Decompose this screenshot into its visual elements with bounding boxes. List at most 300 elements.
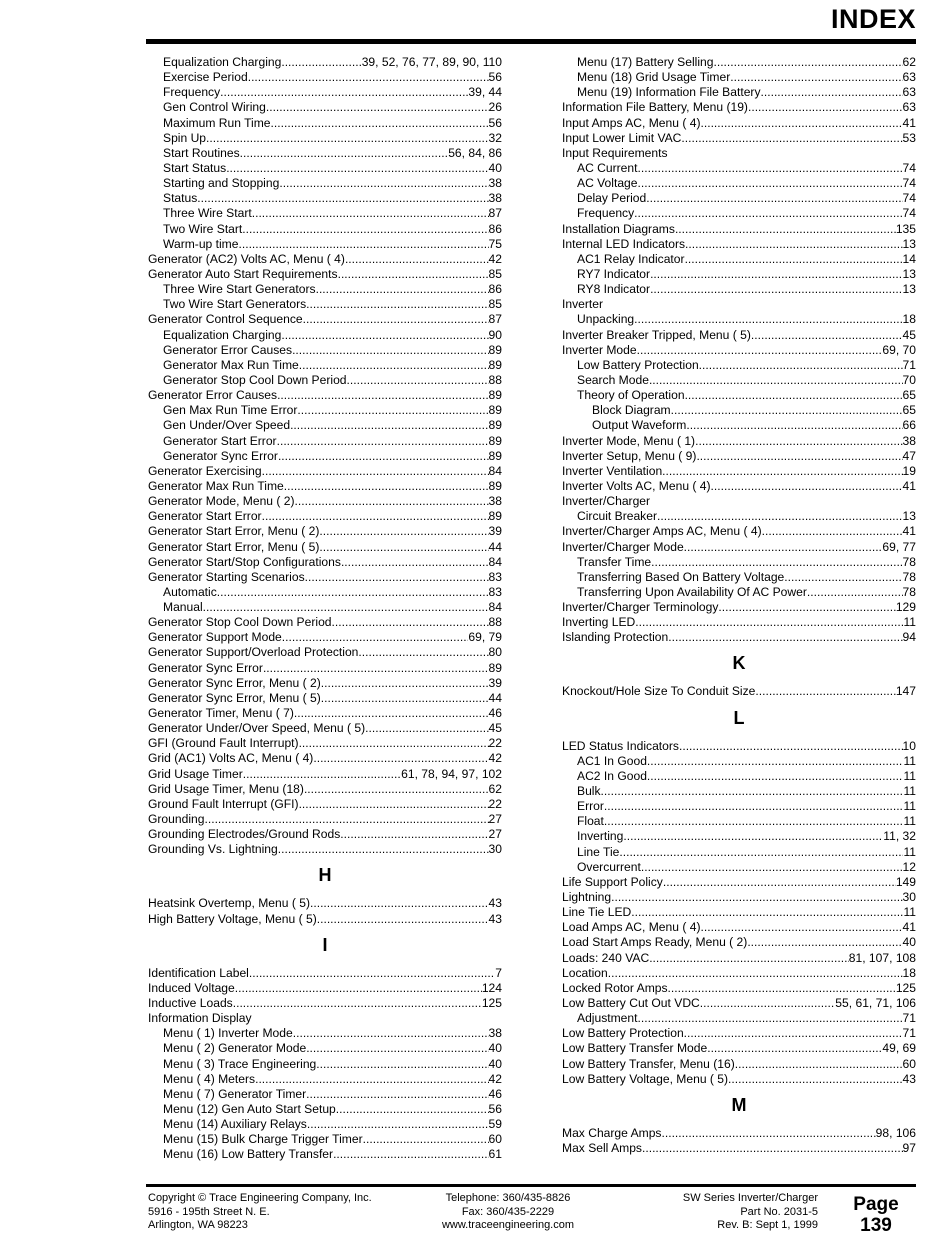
- dot-leader: [675, 222, 896, 237]
- index-entry: [562, 996, 916, 1011]
- index-entry-term: Generator Max Run Time: [148, 478, 284, 493]
- index-entry: [562, 630, 916, 645]
- index-entry: [562, 845, 916, 860]
- index-entry-term: Generator Support/Overload Protection: [148, 645, 359, 660]
- dot-leader: [671, 403, 903, 418]
- index-entry-pages: 69, 79: [468, 630, 502, 645]
- index-entry-pages: 56: [488, 1102, 502, 1116]
- dot-leader: [243, 767, 401, 782]
- index-entry: [562, 966, 916, 981]
- index-entry-term: Error: [577, 799, 604, 814]
- footer-part-number: Part No. 2031-5: [740, 1205, 818, 1218]
- index-entry: [562, 85, 916, 100]
- index-entry-pages: 125: [481, 996, 502, 1011]
- dot-leader: [685, 237, 903, 252]
- index-entry: [148, 1011, 502, 1026]
- index-entry: [562, 494, 916, 509]
- index-entry-term: Transferring Upon Availability Of AC Power: [577, 584, 807, 599]
- dot-leader: [226, 161, 488, 176]
- index-entry-term: Input Lower Limit VAC: [562, 130, 682, 145]
- index-entry-pages: 32: [488, 130, 502, 145]
- index-entry-pages: 38: [488, 191, 502, 206]
- index-entry-term: Grid (AC1) Volts AC, Menu ( 4): [148, 751, 314, 766]
- dot-leader: [248, 70, 489, 85]
- index-entry-pages: 86: [488, 221, 502, 236]
- index-entry: [148, 328, 502, 343]
- index-entry: [562, 920, 916, 935]
- dot-leader: [341, 555, 489, 570]
- dot-leader: [657, 509, 903, 524]
- index-entry-term: Menu ( 7) Generator Timer: [163, 1086, 307, 1101]
- index-entry-term: Load Start Amps Ready, Menu ( 2): [562, 935, 748, 950]
- index-entry: [562, 935, 916, 950]
- index-entry-term: Induced Voltage: [148, 980, 235, 995]
- index-entry: [562, 343, 916, 358]
- index-entry-term: Gen Control Wiring: [163, 100, 266, 115]
- index-entry: [148, 479, 502, 494]
- index-entry-pages: 78: [902, 554, 916, 569]
- index-entry-pages: 89: [488, 478, 502, 493]
- index-entry: [148, 555, 502, 570]
- index-entry: [148, 55, 502, 70]
- index-entry: [148, 896, 502, 911]
- dot-leader: [635, 615, 903, 630]
- dot-leader: [242, 222, 488, 237]
- dot-leader: [647, 769, 904, 784]
- dot-leader: [686, 418, 902, 433]
- index-entry: [562, 479, 916, 494]
- index-entry-term: Low Battery Voltage, Menu ( 5): [562, 1071, 729, 1086]
- index-entry-pages: 98, 106: [875, 1125, 916, 1140]
- index-entry: [562, 1072, 916, 1087]
- index-entry-term: Max Charge Amps: [562, 1125, 662, 1140]
- bottom-rule: [146, 1184, 916, 1187]
- index-entry-term: Frequency: [163, 85, 221, 100]
- index-entry-pages: 88: [488, 372, 502, 387]
- dot-leader: [299, 797, 489, 812]
- index-entry: [148, 981, 502, 996]
- index-entry-term: Installation Diagrams: [562, 221, 675, 236]
- footer-fax: Fax: 360/435-2229: [461, 1205, 555, 1218]
- index-entry-term: Spin Up: [163, 130, 207, 145]
- index-entry-pages: 147: [895, 684, 916, 699]
- index-entry: [148, 812, 502, 827]
- index-entry-pages: 129: [895, 600, 916, 615]
- dot-leader: [295, 494, 489, 509]
- index-entry: [148, 645, 502, 660]
- index-entry-term: Circuit Breaker: [577, 509, 657, 524]
- dot-leader: [284, 479, 489, 494]
- index-entry: [148, 403, 502, 418]
- index-entry-pages: 63: [902, 85, 916, 100]
- index-entry-term: Float: [577, 814, 604, 829]
- index-entry: [148, 600, 502, 615]
- dot-leader: [623, 829, 883, 844]
- index-entry: [148, 373, 502, 388]
- index-entry: [562, 799, 916, 814]
- dot-leader: [668, 630, 902, 645]
- index-entry-term: Generator Auto Start Requirements: [148, 266, 338, 281]
- index-entry-pages: 125: [895, 980, 916, 995]
- dot-leader: [634, 206, 902, 221]
- dot-leader: [735, 1057, 903, 1072]
- index-entry: [148, 146, 502, 161]
- dot-leader: [332, 615, 489, 630]
- index-entry-term: Generator (AC2) Volts AC, Menu ( 4): [148, 251, 345, 266]
- index-entry-term: Inverting: [577, 829, 624, 844]
- index-entry: [562, 769, 916, 784]
- index-entry-pages: 45: [488, 721, 502, 736]
- index-entry: [562, 784, 916, 799]
- index-entry-pages: 47: [902, 448, 916, 463]
- index-entry-term: Bulk: [577, 784, 601, 799]
- index-entry-pages: 41: [902, 524, 916, 539]
- index-entry-pages: 11: [903, 753, 916, 768]
- page-label: Page: [853, 1194, 899, 1215]
- dot-leader: [340, 827, 488, 842]
- index-entry-term: Generator Mode, Menu ( 2): [148, 494, 295, 509]
- dot-leader: [608, 966, 903, 981]
- dot-leader: [347, 373, 489, 388]
- top-rule: [146, 39, 916, 44]
- index-entry-term: Low Battery Transfer, Menu (16): [562, 1056, 735, 1071]
- footer-contact: [428, 1192, 588, 1233]
- index-entry: [148, 282, 502, 297]
- index-entry-term: RY8 Indicator: [577, 282, 651, 297]
- index-entry-term: Generator Error Causes: [163, 342, 293, 357]
- index-entry-term: Inverter: [562, 297, 603, 312]
- index-entry-term: Generator Error Causes: [148, 388, 278, 403]
- index-entry: [148, 524, 502, 539]
- dot-leader: [306, 1087, 488, 1102]
- index-entry: [562, 739, 916, 754]
- dot-leader: [748, 100, 903, 115]
- dot-leader: [278, 449, 489, 464]
- index-entry-term: Two Wire Start Generators: [163, 297, 307, 312]
- dot-leader: [281, 328, 488, 343]
- index-entry-term: Ground Fault Interrupt (GFI): [148, 796, 299, 811]
- index-entry-pages: 74: [902, 160, 916, 175]
- index-entry-term: Transferring Based On Battery Voltage: [577, 569, 785, 584]
- dot-leader: [316, 1057, 488, 1072]
- index-entry-term: Warm-up time: [163, 236, 239, 251]
- index-entry-pages: 39: [488, 524, 502, 539]
- index-entry-pages: 10: [902, 738, 916, 753]
- page-number: 139: [860, 1215, 892, 1236]
- index-entry-term: AC Voltage: [577, 176, 638, 191]
- index-entry-term: Line Tie: [577, 844, 620, 859]
- index-entry: [562, 615, 916, 630]
- index-entry: [148, 237, 502, 252]
- dot-leader: [611, 890, 902, 905]
- dot-leader: [294, 706, 489, 721]
- dot-leader: [365, 721, 488, 736]
- footer-company: [148, 1192, 372, 1233]
- index-entry-term: Generator Stop Cool Down Period: [148, 615, 332, 630]
- dot-leader: [601, 784, 904, 799]
- index-entry: [562, 890, 916, 905]
- index-entry-pages: 42: [488, 751, 502, 766]
- dot-leader: [313, 751, 488, 766]
- index-entry-pages: 41: [902, 920, 916, 935]
- index-entry-pages: 12: [902, 859, 916, 874]
- index-entry-pages: 53: [902, 130, 916, 145]
- dot-leader: [262, 464, 489, 479]
- index-entry-pages: 11: [903, 768, 916, 783]
- index-entry: [562, 358, 916, 373]
- index-entry: [148, 418, 502, 433]
- dot-leader: [299, 358, 489, 373]
- index-entry-pages: 56, 84, 86: [448, 145, 502, 160]
- index-entry-term: Grid Usage Timer, Menu (18): [148, 781, 304, 796]
- dot-leader: [663, 875, 896, 890]
- dot-leader: [321, 691, 489, 706]
- index-entry-pages: 7: [495, 965, 502, 980]
- dot-leader: [235, 981, 482, 996]
- footer-address-line2: Arlington, WA 98223: [148, 1219, 248, 1231]
- dot-leader: [684, 540, 883, 555]
- index-entry: [148, 100, 502, 115]
- index-entry: [148, 691, 502, 706]
- dot-leader: [249, 966, 495, 981]
- index-entry: [148, 1026, 502, 1041]
- index-entry-term: Internal LED Indicators: [562, 236, 686, 251]
- index-entry-pages: 38: [488, 494, 502, 509]
- index-entry-term: Status: [163, 191, 198, 206]
- index-entry-pages: 39: [488, 675, 502, 690]
- dot-leader: [651, 555, 902, 570]
- index-entry-term: Generator Start Error: [163, 433, 277, 448]
- index-entry-term: Menu (18) Grid Usage Timer: [577, 70, 731, 85]
- index-entry-pages: 43: [488, 911, 502, 926]
- dot-leader: [333, 1147, 488, 1162]
- index-entry-term: Generator Start Error: [148, 509, 262, 524]
- index-entry: [148, 267, 502, 282]
- index-entry: [562, 540, 916, 555]
- index-entry-term: Generator Support Mode: [148, 630, 282, 645]
- index-entry-term: Gen Max Run Time Error: [163, 403, 298, 418]
- index-entry-pages: 49, 69: [882, 1041, 916, 1056]
- index-entry: [562, 222, 916, 237]
- index-entry-term: Menu ( 3) Trace Engineering: [163, 1056, 317, 1071]
- index-entry: [562, 418, 916, 433]
- dot-leader: [747, 935, 902, 950]
- index-entry: [562, 328, 916, 343]
- dot-leader: [363, 1132, 489, 1147]
- index-entry-term: Generator Sync Error, Menu ( 5): [148, 690, 321, 705]
- index-entry-term: Adjustment: [577, 1011, 638, 1026]
- index-entry-pages: 30: [488, 842, 502, 857]
- index-entry-pages: 41: [902, 115, 916, 130]
- index-entry: [562, 70, 916, 85]
- dot-leader: [278, 842, 489, 857]
- dot-leader: [317, 912, 489, 927]
- index-entry-term: Generator Start Error, Menu ( 2): [148, 524, 320, 539]
- index-entry-pages: 11: [903, 905, 916, 920]
- index-entry: [148, 996, 502, 1011]
- dot-leader: [662, 464, 902, 479]
- index-entry-term: Exercise Period: [163, 70, 248, 85]
- dot-leader: [305, 570, 489, 585]
- index-entry: [148, 1057, 502, 1072]
- index-entry-pages: 60: [488, 1132, 502, 1147]
- index-entry: [148, 494, 502, 509]
- index-entry-term: Low Battery Protection: [562, 1026, 684, 1041]
- index-entry-term: Low Battery Transfer Mode: [562, 1041, 708, 1056]
- index-entry-pages: 41: [902, 478, 916, 493]
- dot-leader: [807, 585, 903, 600]
- section-letter: K: [732, 653, 746, 674]
- dot-leader: [637, 343, 883, 358]
- index-entry-term: Locked Rotor Amps: [562, 980, 668, 995]
- index-entry-term: Inverter Setup, Menu ( 9): [562, 448, 697, 463]
- dot-leader: [638, 176, 903, 191]
- index-entry-pages: 89: [488, 403, 502, 418]
- dot-leader: [316, 282, 489, 297]
- dot-leader: [647, 754, 904, 769]
- dot-leader: [784, 570, 902, 585]
- dot-leader: [718, 600, 895, 615]
- index-entry-pages: 89: [488, 509, 502, 524]
- dot-leader: [306, 297, 488, 312]
- index-entry-pages: 38: [488, 1026, 502, 1041]
- index-entry: [562, 524, 916, 539]
- dot-leader: [319, 524, 488, 539]
- index-entry-pages: 30: [902, 890, 916, 905]
- index-entry: [562, 237, 916, 252]
- dot-leader: [634, 312, 902, 327]
- index-entry: [148, 767, 502, 782]
- dot-leader: [266, 100, 489, 115]
- section-letter: L: [733, 707, 745, 728]
- index-entry-pages: 40: [488, 1056, 502, 1071]
- index-entry-pages: 89: [488, 357, 502, 372]
- index-entry-term: Input Requirements: [562, 145, 668, 160]
- dot-leader: [297, 403, 488, 418]
- index-entry-term: Equalization Charging: [163, 55, 282, 69]
- dot-leader: [684, 1026, 903, 1041]
- index-entry-pages: 11: [903, 814, 916, 829]
- index-entry: [148, 222, 502, 237]
- index-entry: [562, 267, 916, 282]
- index-entry-pages: 46: [488, 1086, 502, 1101]
- dot-leader: [345, 252, 489, 267]
- index-entry-pages: 74: [902, 176, 916, 191]
- index-entry: [562, 100, 916, 115]
- section-letter: I: [322, 934, 328, 955]
- dot-leader: [217, 585, 489, 600]
- dot-leader: [641, 860, 903, 875]
- index-entry-term: Inverter Mode: [562, 342, 637, 357]
- index-entry: [148, 1117, 502, 1132]
- dot-leader: [661, 1126, 875, 1141]
- index-entry-pages: 43: [488, 896, 502, 911]
- index-entry: [562, 1141, 916, 1156]
- index-entry: [148, 191, 502, 206]
- dot-leader: [271, 116, 489, 131]
- index-entry: [562, 1011, 916, 1026]
- dot-leader: [358, 645, 488, 660]
- index-entry-term: Automatic: [163, 584, 217, 599]
- index-entry-term: Load Amps AC, Menu ( 4): [562, 920, 701, 935]
- index-entry: [148, 615, 502, 630]
- index-entry-term: Search Mode: [577, 372, 649, 387]
- dot-leader: [700, 996, 836, 1011]
- dot-leader: [638, 161, 903, 176]
- index-entry: [562, 388, 916, 403]
- index-entry: [562, 55, 916, 70]
- dot-leader: [262, 509, 489, 524]
- index-entry: [148, 1102, 502, 1117]
- index-entry-pages: 89: [488, 660, 502, 675]
- index-entry-term: Start Routines: [163, 145, 240, 160]
- index-entry-pages: 90: [488, 327, 502, 342]
- index-entry-pages: 13: [902, 509, 916, 524]
- index-entry-pages: 40: [488, 1041, 502, 1056]
- index-entry: [148, 751, 502, 766]
- dot-leader: [290, 418, 488, 433]
- index-entry-pages: 13: [902, 236, 916, 251]
- index-entry-pages: 80: [488, 645, 502, 660]
- index-entry-pages: 89: [488, 433, 502, 448]
- index-entry: [148, 388, 502, 403]
- index-entry-pages: 86: [488, 282, 502, 297]
- footer-address-line1: 5916 - 195th Street N. E.: [148, 1205, 270, 1218]
- dot-leader: [730, 70, 902, 85]
- index-entry-term: Generator Starting Scenarios: [148, 569, 305, 584]
- index-entry-term: AC2 In Good: [577, 768, 647, 783]
- dot-leader: [281, 55, 361, 70]
- index-entry-pages: 39, 44: [468, 85, 502, 100]
- dot-leader: [303, 312, 489, 327]
- dot-leader: [282, 630, 469, 645]
- dot-leader: [252, 206, 489, 221]
- index-entry: [562, 146, 916, 161]
- index-entry-pages: 87: [488, 312, 502, 327]
- index-entry-term: Inverter/Charger Mode: [562, 539, 684, 554]
- index-entry-term: Generator Stop Cool Down Period: [163, 372, 347, 387]
- index-entry: [148, 161, 502, 176]
- index-entry-term: GFI (Ground Fault Interrupt): [148, 736, 299, 751]
- index-entry-term: Inverter/Charger Terminology: [562, 600, 719, 615]
- index-entry: [148, 676, 502, 691]
- index-entry: [148, 540, 502, 555]
- index-entry: [148, 297, 502, 312]
- dot-leader: [299, 736, 489, 751]
- dot-leader: [699, 358, 903, 373]
- index-entry-pages: 39, 52, 76, 77, 89, 90, 110: [361, 55, 502, 69]
- index-entry: [562, 570, 916, 585]
- index-entry-term: Equalization Charging: [163, 327, 282, 342]
- dot-leader: [203, 600, 489, 615]
- index-entry-pages: 65: [902, 388, 916, 403]
- index-entry: [562, 555, 916, 570]
- dot-leader: [638, 1011, 903, 1026]
- index-entry: [562, 585, 916, 600]
- dot-leader: [668, 981, 896, 996]
- index-entry-term: Menu (16) Low Battery Transfer: [163, 1147, 334, 1162]
- dot-leader: [310, 896, 489, 911]
- index-entry-term: Inverter Mode, Menu ( 1): [562, 433, 696, 448]
- index-entry: [562, 116, 916, 131]
- index-entry: [148, 1132, 502, 1147]
- index-entry-pages: 13: [902, 282, 916, 297]
- index-entry: [148, 176, 502, 191]
- index-entry-pages: 71: [902, 357, 916, 372]
- index-entry-term: Menu (19) Information File Battery: [577, 85, 761, 100]
- index-entry: [148, 782, 502, 797]
- index-entry-term: Generator Start Error, Menu ( 5): [148, 539, 320, 554]
